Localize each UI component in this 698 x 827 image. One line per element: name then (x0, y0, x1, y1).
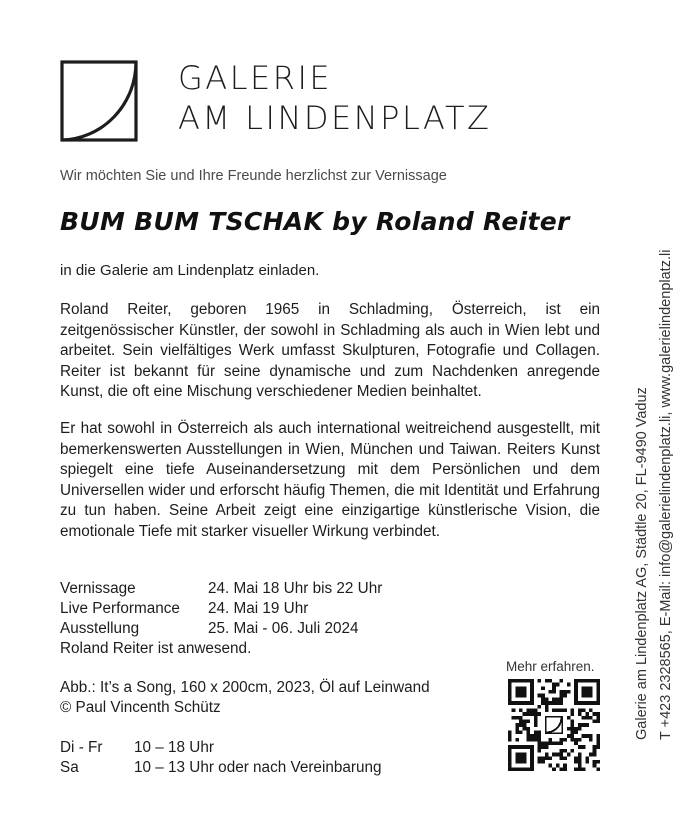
event-info (60, 579, 382, 659)
qr-code[interactable] (508, 679, 600, 771)
gallery-logo (60, 58, 560, 148)
artist-presence-note: Roland Reiter ist anwesend. (60, 640, 252, 657)
info-label: Vernissage (60, 580, 136, 597)
info-value: 24. Mai 18 Uhr bis 22 Uhr (208, 580, 383, 597)
artist-career-paragraph: Er hat sowohl in Österreich als auch international weitreichend ausgestellt, mit bemerkenswerten Ausstellungen in Wien, München und Taiwan. Reiters Kunst spiegelt eine tiefe Auseinandersetzung mit dem Persönlichen und dem Universellen wider und erforscht häufig Themen, die mit Identität und Erfahrung zu tun haben. Seine Arbeit zeigt eine einzigartige künstlerische Vision, die emotionale Tiefe mit starker visueller Wirkung verbindet. (60, 420, 600, 540)
info-label: Ausstellung (60, 620, 140, 637)
gallery-name (178, 58, 491, 138)
contact-info (630, 250, 678, 740)
hours-row-weekdays (60, 738, 381, 758)
image-caption: Abb.: It’s a Song, 160 x 200cm, 2023, Öl auf Leinwand (60, 679, 430, 696)
gallery-name-line1: GALERIE (178, 59, 333, 97)
hours-days: Sa (60, 759, 79, 776)
qr-caption: Mehr erfahren. (506, 659, 595, 674)
contact-details: T +423 2328565, E-Mail: info@galerielindenplatz.li, www.galerielindenplatz.li (658, 249, 674, 740)
photo-credit: © Paul Vincenth Schütz (60, 699, 221, 716)
image-credits (60, 678, 430, 718)
hours-days: Di - Fr (60, 739, 103, 756)
gallery-logo-mark-icon (60, 60, 138, 142)
invitation-intro: Wir möchten Sie und Ihre Freunde herzlichst zur Vernissage (60, 168, 447, 184)
contact-address: Galerie am Lindenplatz AG, Städtle 20, FL-9490 Vaduz (634, 387, 650, 740)
info-value: 25. Mai - 06. Juli 2024 (208, 620, 359, 637)
info-row-vernissage (60, 579, 382, 599)
exhibition-title: BUM BUM TSCHAK by Roland Reiter (60, 207, 570, 236)
info-label: Live Performance (60, 600, 180, 617)
gallery-name-line2: AM LINDENPLATZ (178, 99, 492, 137)
hours-time: 10 – 13 Uhr oder nach Vereinbarung (134, 759, 382, 776)
hours-time: 10 – 18 Uhr (134, 739, 214, 756)
info-row-performance (60, 599, 382, 619)
opening-hours (60, 738, 381, 778)
artist-bio-paragraph: Roland Reiter, geboren 1965 in Schladming, Österreich, ist ein zeitgenössischer Künstler, der sowohl in Schladming als auch in Wien lebt und arbeitet. Sein vielfältiges Werk umfasst Skulpturen, Fotografie und Collagen. Reiter ist bekannt für seine dynamische und zum Nachdenken anregende Kunst, die oft eine Mischung verschiedener Medien beinhaltet. (60, 301, 600, 400)
info-row-exhibition (60, 619, 382, 639)
invitation-line: in die Galerie am Lindenplatz einladen. (60, 262, 320, 279)
hours-row-saturday (60, 758, 381, 778)
info-value: 24. Mai 19 Uhr (208, 600, 309, 617)
